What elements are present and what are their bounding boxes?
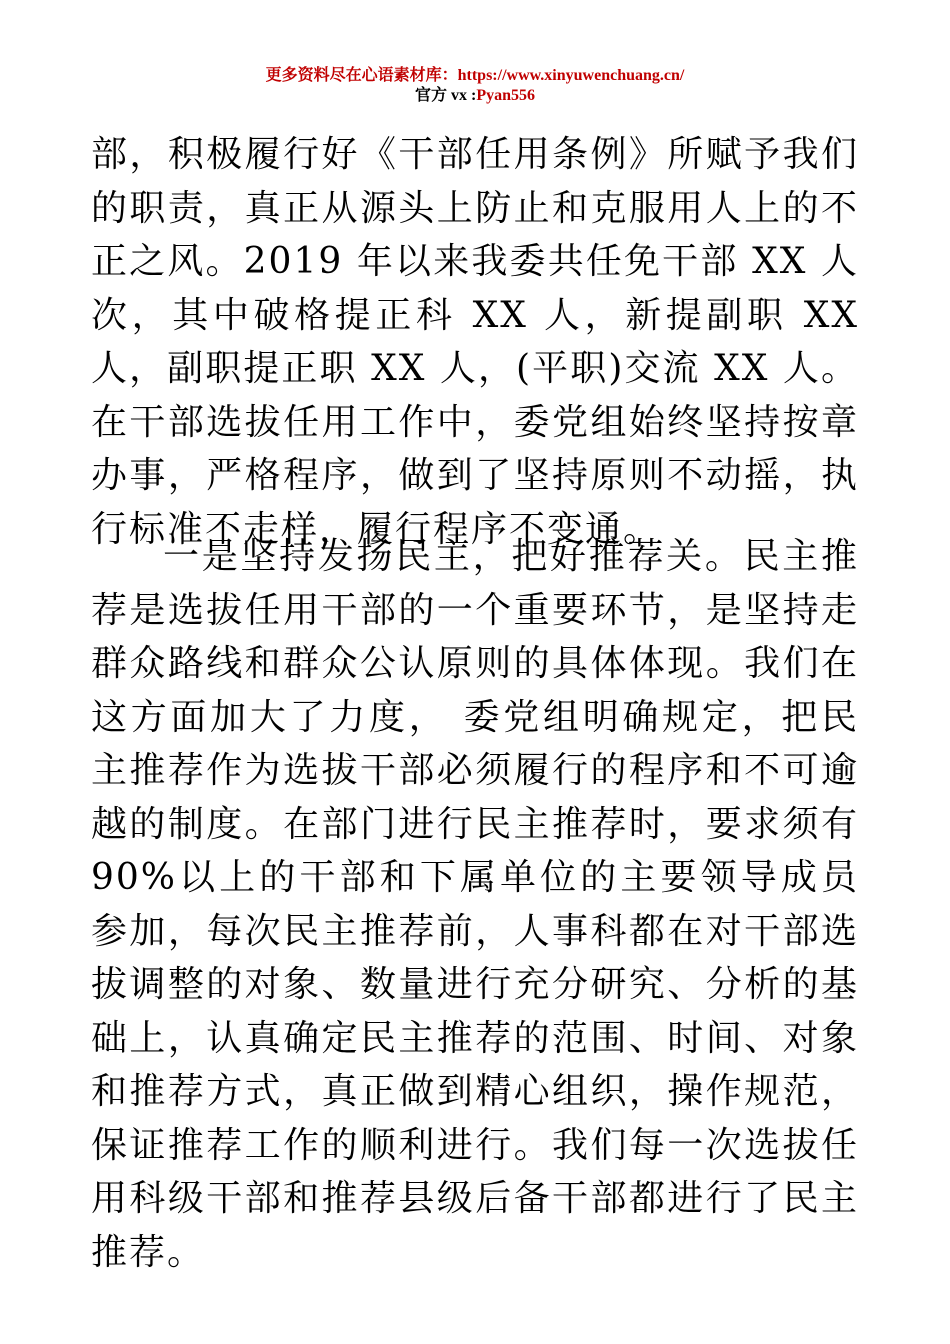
header-wechat-line	[0, 86, 950, 106]
page-header	[0, 66, 950, 106]
paragraph-2: 一是坚持发扬民主，把好推荐关。民主推荐是选拔任用干部的一个重要环节，是坚持走群众路线和群众公认原则的具体体现。我们在这方面加大了力度， 委党组明确规定，把民主推荐作为选拔干部必须履行的程序和不可逾越的制度。在部门进行民主推荐时，要求须有 90%以上的干部和下属单位的主要领导成员参加，每次民主推荐前，人事科都在对干部选拔调整的对象、数量进行充分研究、分析的基础上，认真确定民主推荐的范围、时间、对象和推荐方式，真正做到精心组织，操作规范，保证推荐工作的顺利进行。我们每一次选拔任用科级干部和推荐县级后备干部都进行了民主推荐。	[91, 536, 859, 1273]
header-wechat-id: Pyan556	[476, 87, 535, 104]
document-body-section-1	[91, 128, 859, 556]
paragraph-1: 部，积极履行好《干部任用条例》所赋予我们的职责，真正从源头上防止和克服用人上的不正之风。2019 年以来我委共任免干部 XX 人次，其中破格提正科 XX 人，新提副职 XX 人，副职提正职 XX 人，(平职)交流 XX 人。在干部选拔任用工作中，委党组始终坚持按章办事，严格程序，做到了坚持原则不动摇，执行标准不走样，履行程序不变通。	[91, 134, 859, 550]
header-wechat-label: 官方 vx :	[414, 87, 477, 104]
document-body-section-2	[91, 530, 859, 1279]
header-promo-link-text: 更多资料尽在心语素材库：https://www.xinyuwenchuang.cn/	[265, 67, 685, 84]
